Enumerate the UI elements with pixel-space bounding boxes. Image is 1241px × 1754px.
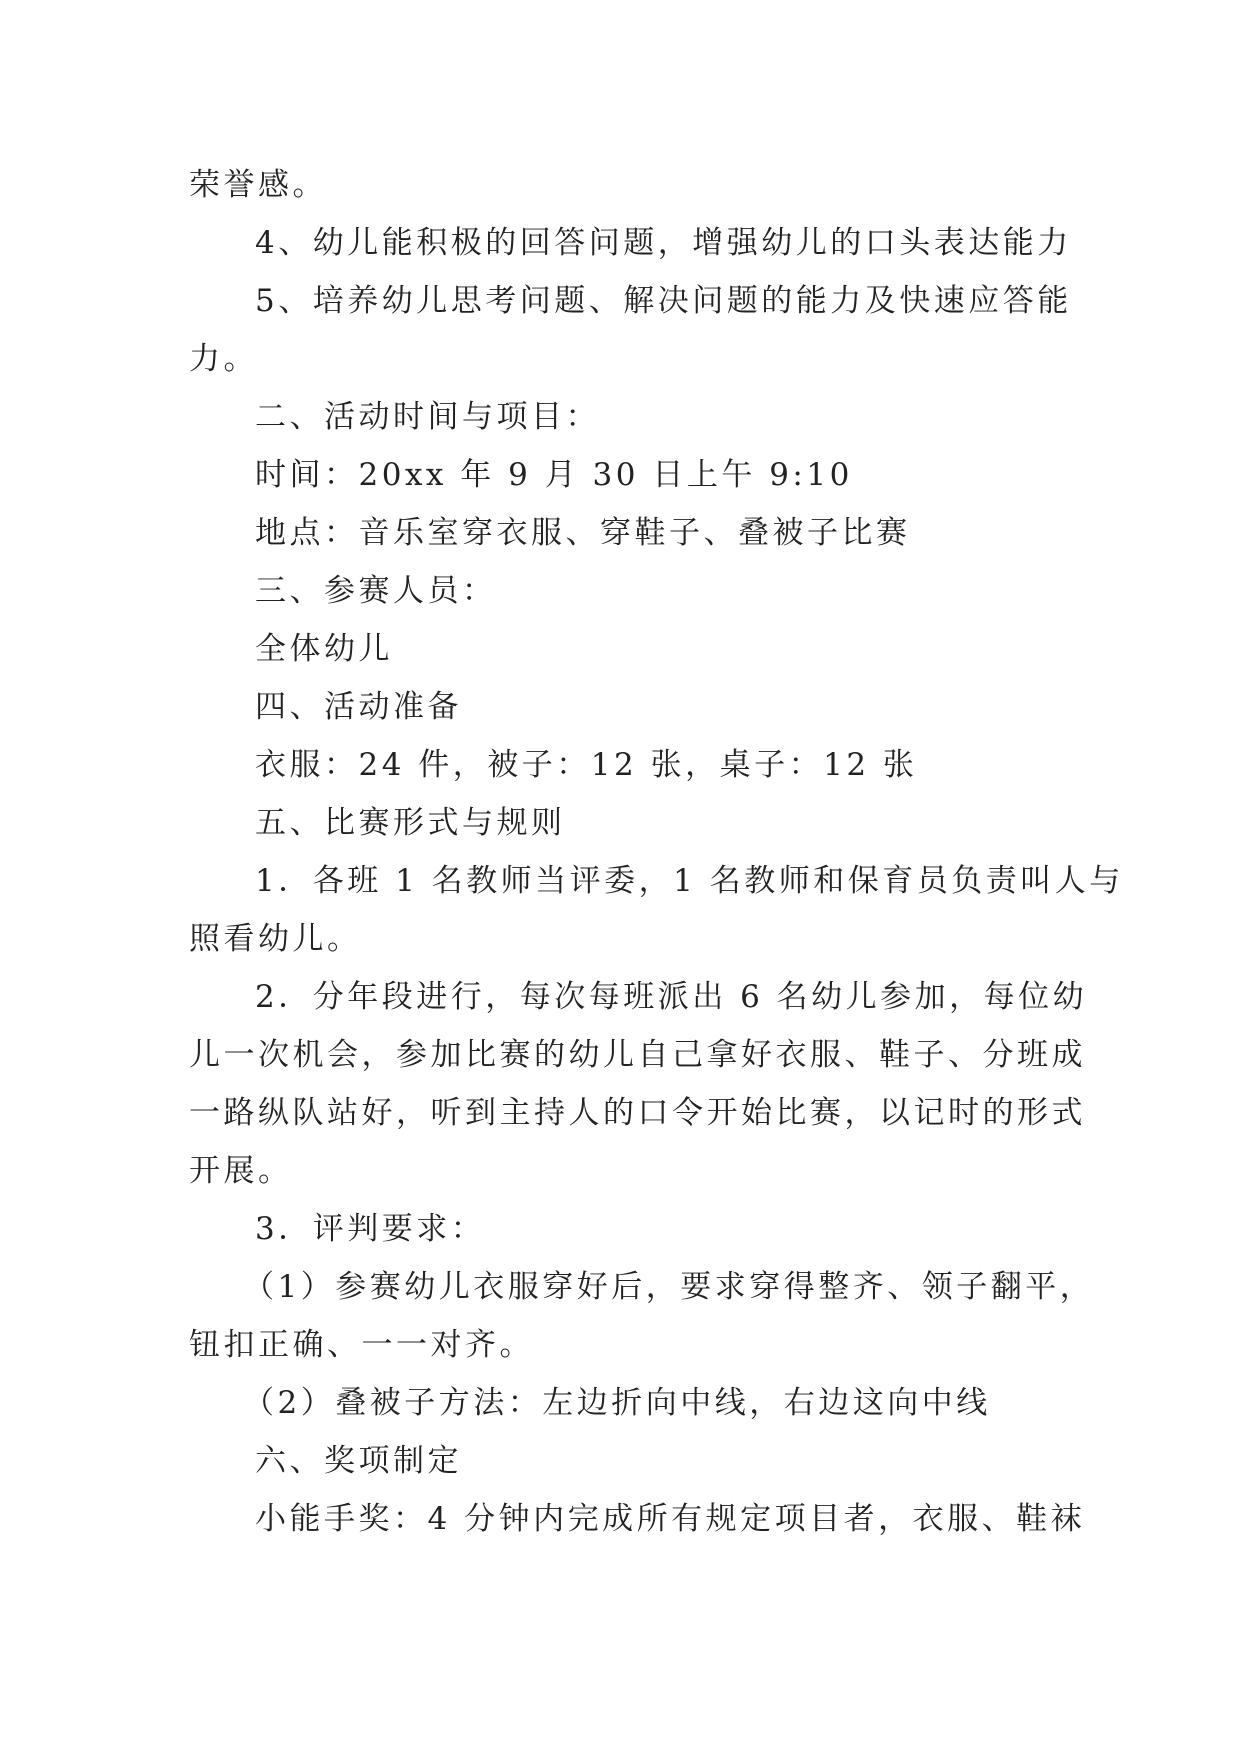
- text-line: 衣服：24 件，被子：12 张，桌子：12 张: [255, 747, 918, 783]
- text-line: 一路纵队站好，听到主持人的口令开始比赛，以记时的形式: [189, 1095, 1086, 1131]
- text-line: 开展。: [189, 1153, 293, 1189]
- text-line: 地点：音乐室穿衣服、穿鞋子、叠被子比赛: [255, 515, 911, 551]
- text-line: 4、幼儿能积极的回答问题，增强幼儿的口头表达能力: [255, 225, 1072, 261]
- text-line: （1）参赛幼儿衣服穿好后，要求穿得整齐、领子翻平，: [243, 1269, 1095, 1305]
- text-line: 3．评判要求：: [255, 1211, 486, 1247]
- section-heading: 四、活动准备: [255, 689, 462, 725]
- section-heading: 六、奖项制定: [255, 1443, 462, 1479]
- section-heading: 二、活动时间与项目：: [255, 399, 600, 435]
- text-line: 荣誉感。: [189, 167, 327, 203]
- text-line: 力。: [189, 341, 258, 377]
- document-body: [189, 156, 1124, 1548]
- text-line: 全体幼儿: [255, 631, 393, 667]
- text-line: 钮扣正确、一一对齐。: [189, 1327, 534, 1363]
- text-line: 时间：20xx 年 9 月 30 日上午 9:10: [255, 457, 853, 493]
- text-line: 1．各班 1 名教师当评委，1 名教师和保育员负责叫人与: [255, 863, 1124, 899]
- text-line: 照看幼儿。: [189, 921, 362, 957]
- text-line: 5、培养幼儿思考问题、解决问题的能力及快速应答能: [255, 283, 1072, 319]
- text-line: 2．分年段进行，每次每班派出 6 名幼儿参加，每位幼: [255, 979, 1088, 1015]
- text-line: （2）叠被子方法：左边折向中线，右边这向中线: [243, 1385, 991, 1421]
- section-heading: 五、比赛形式与规则: [255, 805, 566, 841]
- text-line: 儿一次机会，参加比赛的幼儿自己拿好衣服、鞋子、分班成: [189, 1037, 1086, 1073]
- section-heading: 三、参赛人员：: [255, 573, 497, 609]
- text-line: 小能手奖：4 分钟内完成所有规定项目者，衣服、鞋袜: [255, 1501, 1086, 1537]
